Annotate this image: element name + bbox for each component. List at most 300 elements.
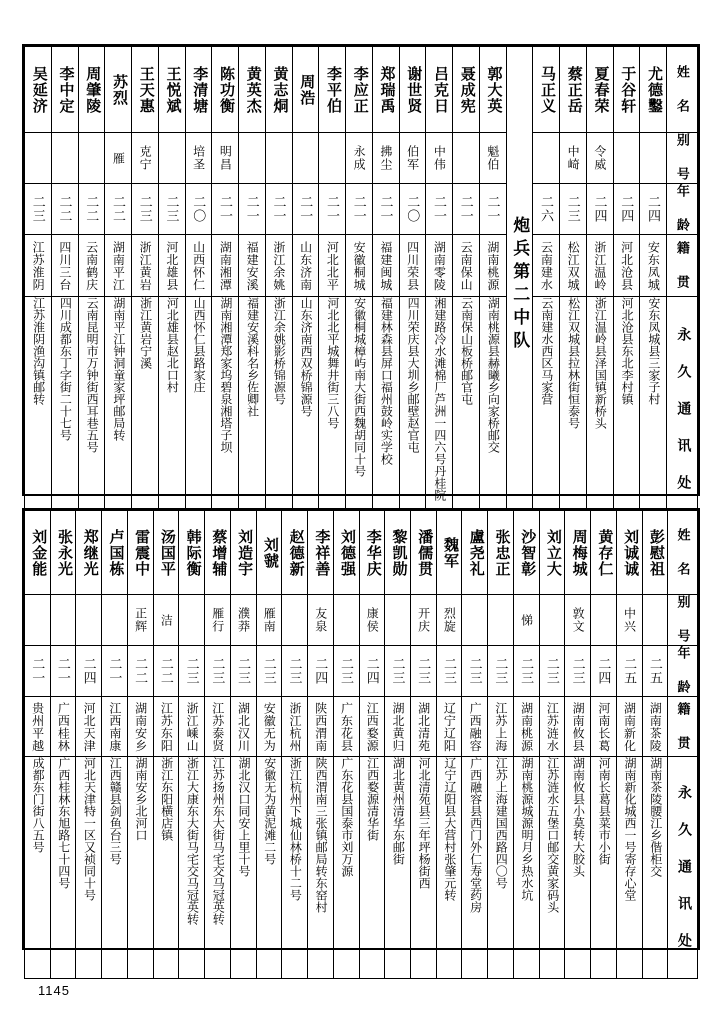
cell-name [78,47,105,133]
cell-alias [158,133,185,184]
origin-text: 辽宁辽阳 [442,701,457,752]
cell-address [127,757,153,979]
origin-text: 湖南茶陵 [648,701,663,752]
cell-alias [426,133,453,184]
cell-name [153,511,179,595]
address-text: 安徽桐城樟屿南大街西魏胡同十号 [352,297,367,477]
address-text: 成都东门街八五号 [31,757,46,853]
cell-age [513,646,539,697]
cell-address [533,297,560,523]
cell-alias [127,595,153,646]
cell-name [105,47,132,133]
table-row [25,184,698,235]
table-row [25,697,698,757]
address-text: 河南长葛县菜市小街 [597,757,612,865]
origin-text: 湖南新化 [622,701,637,752]
cell-name [506,47,533,523]
name-text: 王天惠 [137,65,154,114]
origin-text: 河北北平 [325,240,340,291]
origin-text: 江苏泰贤 [210,701,225,752]
cell-origin [153,697,179,757]
cell-name [613,47,640,133]
cell-origin [346,235,373,297]
cell-name [586,47,613,133]
cell-age [230,646,256,697]
address-text: 湖南桃源城源明月乡热水坑 [520,757,535,901]
cell-alias [462,595,488,646]
address-text: 浙江黄岩宁溪 [138,297,153,369]
header-address [668,757,698,979]
cell-alias [212,133,239,184]
cell-age [127,646,153,697]
cell-name [308,511,334,595]
age-text: 二三 [184,657,200,685]
origin-text: 湖南桃源 [485,240,500,291]
cell-address [185,297,212,523]
cell-origin [179,697,205,757]
origin-text: 松江双城 [566,240,581,291]
cell-origin [560,235,587,297]
name-text: 刘金能 [30,528,47,577]
header-label: 永 久 通 讯 处 [675,326,691,493]
alias-text: 濮莽 [236,607,251,633]
alias-text: 烈旋 [442,607,457,633]
name-text: 赵德新 [287,528,304,577]
address-text: 湖北黄州清华东邮街 [391,757,406,865]
cell-alias [256,595,282,646]
name-text: 刘造宇 [236,528,253,577]
cell-address [308,757,334,979]
cell-address [179,757,205,979]
cell-alias [205,595,231,646]
cell-alias [25,595,51,646]
alias-text: 雁南 [262,607,277,633]
name-text: 黎凯勋 [390,528,407,577]
cell-alias [308,595,334,646]
cell-alias [319,133,346,184]
name-text: 沙智彰 [519,528,536,577]
age-text: 二〇 [191,195,207,223]
name-text: 谢世贤 [405,65,422,114]
cell-alias [488,595,514,646]
address-text: 江苏上海建国西路四〇号 [494,757,509,889]
address-text: 山东济南西双桥锦源号 [299,297,314,417]
origin-text: 江苏涟水 [545,701,560,752]
cell-alias [411,595,437,646]
name-text: 周浩 [298,73,315,106]
cell-age [533,184,560,235]
cell-age [399,184,426,235]
address-text: 松江双城县拉林街恒泰号 [566,297,581,429]
roster-table-bottom [22,508,700,950]
cell-name [385,511,411,595]
address-text: 云南保山板桥邮官屯 [459,297,474,405]
cell-name [560,47,587,133]
cell-address [319,297,346,523]
cell-age [586,184,613,235]
address-text: 广西桂林东旭路七十四号 [56,757,71,889]
cell-alias [132,133,159,184]
cell-origin [539,697,565,757]
header-label: 姓 名 [675,527,691,578]
header-age [667,184,698,235]
cell-address [132,297,159,523]
table-row [25,646,698,697]
address-text: 湘建路冷水滩棉厂芦洲一四六号丹桂院 [432,297,447,501]
age-text: 二一 [431,195,447,223]
cell-address [591,757,617,979]
name-text: 郭大英 [485,65,502,114]
cell-origin [282,697,308,757]
origin-text: 河北沧县 [619,240,634,291]
table-row [25,297,698,523]
header-label: 籍 贯 [674,240,690,291]
name-text: 周梅城 [570,528,587,577]
origin-text: 湖南桃源 [519,701,534,752]
cell-origin [239,235,266,297]
cell-address [372,297,399,523]
cell-alias [560,133,587,184]
cell-origin [102,697,128,757]
cell-name [591,511,617,595]
cell-name [102,511,128,595]
cell-origin [372,235,399,297]
cell-age [346,184,373,235]
origin-text: 山西怀仁 [191,240,206,291]
origin-text: 河北天津 [82,701,97,752]
address-text: 江西赣县剑鱼台三号 [108,757,123,865]
cell-address [153,757,179,979]
age-text: 二三 [261,657,277,685]
cell-address [239,297,266,523]
cell-address [399,297,426,523]
cell-name [513,511,539,595]
name-text: 苏烈 [111,73,127,106]
cell-name [616,511,642,595]
cell-name [239,47,266,133]
origin-text: 贵州平越 [30,701,45,752]
cell-origin [436,697,462,757]
address-text: 福建林森县屏口福州鼓岭实学校 [379,297,394,465]
name-text: 张永光 [55,528,72,577]
cell-origin [533,235,560,297]
alias-text: 拂尘 [378,145,393,171]
cell-origin [411,697,437,757]
cell-origin [591,697,617,757]
cell-name [179,511,205,595]
origin-text: 福建安溪 [245,240,260,291]
age-text: 二五 [622,657,638,685]
cell-alias [282,595,308,646]
name-text: 彭慰祖 [647,528,664,577]
origin-text: 广东花县 [339,701,354,752]
cell-origin [642,697,668,757]
cell-alias [640,133,667,184]
age-text: 二一 [244,195,260,223]
cell-alias [76,595,102,646]
origin-text: 河北雄县 [164,240,179,291]
cell-age [385,646,411,697]
cell-name [132,47,159,133]
table-row [25,511,698,595]
alias-text: 友泉 [313,607,328,633]
header-address [667,297,698,523]
alias-text: 中伟 [432,145,447,171]
table-row [25,757,698,979]
cell-age [591,646,617,697]
address-text: 河北沧县东北李村镇 [620,297,635,405]
cell-alias [78,133,105,184]
cell-address [230,757,256,979]
address-text: 浙江大康东大街马宅交马冠英转 [185,757,200,925]
cell-address [359,757,385,979]
table-row [25,595,698,646]
address-text: 河北清苑县三年坪杨街西 [417,757,432,889]
cell-address [613,297,640,523]
age-text: 二二 [84,195,100,223]
cell-address [158,297,185,523]
name-text: 李平伯 [325,65,341,114]
cell-address [265,297,292,523]
cell-name [488,511,514,595]
cell-alias [479,133,506,184]
origin-text: 湖南零陵 [432,240,447,291]
cell-alias [513,595,539,646]
cell-alias [399,133,426,184]
cell-address [78,297,105,523]
page-number: 1145 [38,983,70,998]
cell-name [158,47,185,133]
alias-text: 雁行 [210,607,225,633]
age-text: 二二 [57,195,73,223]
origin-text: 湖北黄归 [390,701,405,752]
cell-name [76,511,102,595]
age-text: 二一 [485,195,501,223]
cell-age [613,184,640,235]
roster-grid [24,510,698,979]
origin-text: 广西桂林 [56,701,71,752]
cell-name [359,511,385,595]
age-text: 二二 [133,657,149,685]
alias-text: 康侯 [365,607,380,633]
cell-alias [586,133,613,184]
cell-name [127,511,153,595]
cell-origin [127,697,153,757]
cell-name [640,47,667,133]
cell-origin [185,235,212,297]
cell-origin [426,235,453,297]
cell-alias [613,133,640,184]
cell-age [239,184,266,235]
cell-age [359,646,385,697]
address-text: 陕西渭南三张镇邮局转东窑村 [314,757,329,913]
cell-alias [239,133,266,184]
address-text: 浙江余姚影桥锦源号 [272,297,287,405]
origin-text: 浙江温岭 [592,240,607,291]
cell-address [256,757,282,979]
cell-alias [230,595,256,646]
name-text: 王悦斌 [164,65,181,114]
cell-age [282,646,308,697]
cell-age [565,646,591,697]
age-text: 二四 [596,657,612,685]
origin-text: 江苏上海 [493,701,508,752]
cell-address [51,297,78,523]
cell-address [212,297,239,523]
cell-address [436,757,462,979]
name-text: 蔡增辅 [210,528,227,577]
cell-origin [308,697,334,757]
cell-origin [640,235,667,297]
cell-address [488,757,514,979]
name-text: 张忠正 [493,528,510,577]
cell-address [642,757,668,979]
age-text: 二三 [137,195,153,223]
age-text: 二三 [287,657,303,685]
roster-table-top [22,44,700,501]
origin-text: 安徽桐城 [352,240,367,291]
cell-name [453,47,480,133]
cell-alias [292,133,319,184]
address-text: 江苏扬州东大街马宅交马冠英转 [211,757,226,925]
cell-address [479,297,506,523]
address-text: 安徽无为黄泥滩二号 [262,757,277,865]
cell-name [372,47,399,133]
alias-text: 正辉 [133,607,148,633]
cell-name [346,47,373,133]
origin-text: 湖南安乡 [133,701,148,752]
header-name [667,47,698,133]
cell-origin [76,697,102,757]
cell-name [533,47,560,133]
header-label: 永 久 通 讯 处 [676,784,692,951]
name-text: 黄存仁 [596,528,613,577]
cell-name [319,47,346,133]
age-text: 二三 [570,657,586,685]
cell-age [212,184,239,235]
name-text: 雷震中 [133,528,150,577]
cell-address [25,757,51,979]
alias-text: 悌 [519,613,534,627]
cell-origin [319,235,346,297]
cell-age [132,184,159,235]
cell-age [308,646,334,697]
cell-origin [212,235,239,297]
address-text: 广东花县国泰市刘万源 [339,757,354,877]
age-text: 二三 [339,657,354,685]
cell-alias [265,133,292,184]
address-text: 江苏淮阴渔沟镇邮转 [31,297,46,405]
cell-origin [616,697,642,757]
origin-text: 四川荣县 [405,240,420,291]
cell-name [265,47,292,133]
age-text: 二一 [351,195,367,223]
cell-name [539,511,565,595]
cell-name [411,511,437,595]
address-text: 安东凤城县三家子村 [646,297,661,405]
age-text: 二三 [416,657,432,685]
cell-origin [25,697,51,757]
age-text: 二三 [441,657,457,685]
name-text: 李清塘 [191,65,208,114]
address-text: 浙江温岭县泽国镇新桥头 [593,297,608,429]
cell-name [25,511,51,595]
address-text: 云南昆明市万钟街西耳巷五号 [85,297,100,453]
cell-age [560,184,587,235]
cell-address [282,757,308,979]
cell-address [292,297,319,523]
origin-text: 陕西渭南 [313,701,328,752]
address-text: 湖南平江钟洞童家坪邮局转 [111,297,126,441]
cell-origin [51,235,78,297]
name-text: 盧尧礼 [467,528,484,577]
age-text: 二二 [110,195,126,223]
cell-age [319,184,346,235]
origin-text: 江苏淮阴 [31,240,46,291]
cell-address [539,757,565,979]
origin-text: 湖北清苑 [416,701,431,752]
cell-age [185,184,212,235]
name-text: 吴延济 [30,65,47,114]
address-text: 山西怀仁县路家庄 [192,297,207,393]
cell-origin [158,235,185,297]
name-text: 刘立大 [544,528,561,577]
cell-address [411,757,437,979]
cell-name [230,511,256,595]
alias-text: 雁 [111,151,126,165]
age-text: 二三 [210,657,226,685]
cell-alias [153,595,179,646]
cell-name [479,47,506,133]
cell-age [51,184,78,235]
cell-alias [50,595,76,646]
origin-text: 江西婺源 [365,701,380,752]
cell-alias [179,595,205,646]
cell-alias [372,133,399,184]
cell-origin [613,235,640,297]
header-origin [667,235,698,297]
table-row [25,133,698,184]
origin-text: 安东凤城 [646,240,661,291]
cell-address [102,757,128,979]
cell-address [346,297,373,523]
cell-alias [185,133,212,184]
alias-text: 明昌 [218,145,233,171]
age-text: 二三 [164,195,180,223]
address-text: 湖南安乡北河口 [134,757,149,841]
age-text: 二二 [158,657,174,685]
header-age [668,646,698,697]
cell-origin [399,235,426,297]
age-text: 二一 [378,195,394,223]
age-text: 二四 [364,657,380,685]
cell-age [462,646,488,697]
header-label: 年 龄 [674,184,690,234]
origin-text: 云南建水 [539,240,554,291]
cell-age [453,184,480,235]
cell-age [102,646,128,697]
age-text: 二六 [538,195,554,223]
cell-name [205,511,231,595]
cell-age [25,184,52,235]
cell-origin [265,235,292,297]
cell-origin [565,697,591,757]
header-alias [667,133,698,184]
address-text: 湖南新化城西一号寄存心堂 [622,757,637,901]
alias-text: 永成 [352,145,367,171]
cell-age [76,646,102,697]
age-text: 二三 [467,657,483,685]
